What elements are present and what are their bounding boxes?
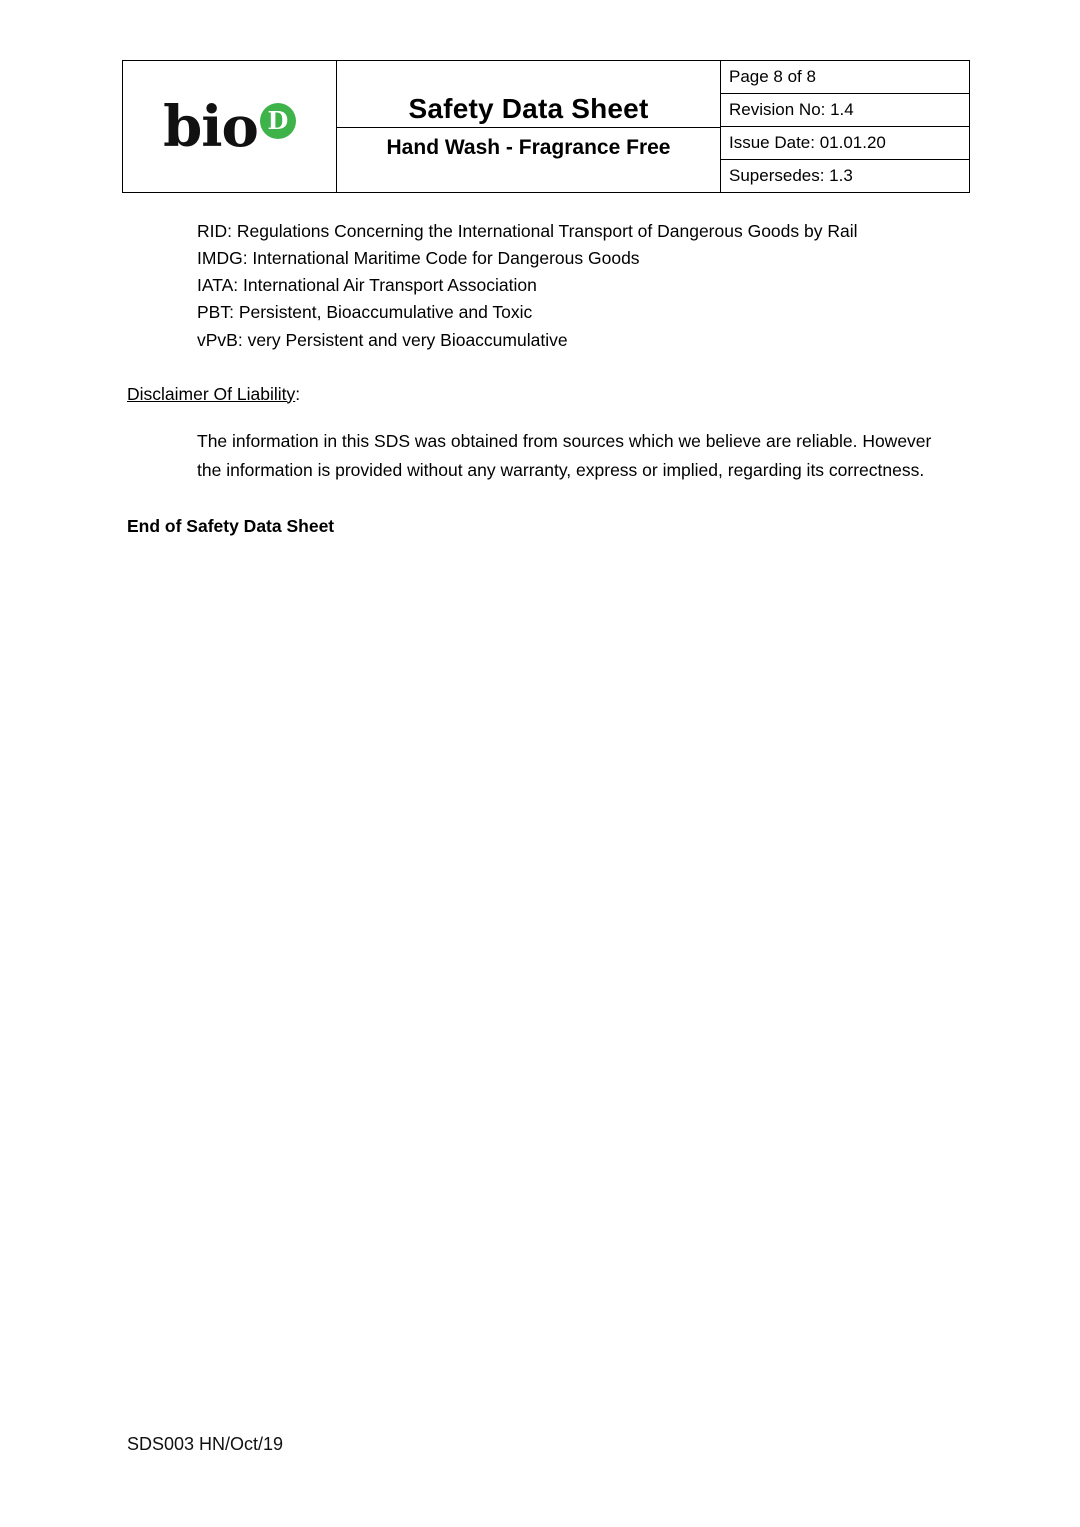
- header-meta-revision: Revision No: 1.4: [721, 94, 970, 127]
- list-item: vPvB: very Persistent and very Bioaccumulative: [197, 329, 568, 350]
- brand-logo: [163, 93, 296, 160]
- disclaimer-heading: [127, 384, 957, 405]
- list-item: RID: Regulations Concerning the International Transport of Dangerous Goods by Rail: [197, 221, 858, 241]
- document-subtitle: Hand Wash - Fragrance Free: [386, 136, 671, 159]
- disclaimer-heading-colon: :: [295, 383, 301, 404]
- list-item: IMDG: International Maritime Code for Dangerous Goods: [197, 248, 640, 269]
- header-meta-page: Page 8 of 8: [721, 61, 970, 94]
- footer-reference: SDS003 HN/Oct/19: [127, 1434, 284, 1454]
- abbreviation-list: [197, 218, 957, 354]
- document-header-table: [122, 60, 970, 193]
- disclaimer-heading-text: Disclaimer Of Liability: [127, 383, 296, 404]
- brand-wordmark: bio: [163, 93, 258, 160]
- disclaimer-paragraph: The information in this SDS was obtained from sources which we believe are reliable. However the information is provided without any warranty, express or implied, regarding its correctness.: [197, 430, 932, 480]
- document-body: [127, 218, 957, 537]
- list-item: IATA: International Air Transport Association: [197, 275, 537, 296]
- header-meta-supersedes: Supersedes: 1.3: [721, 160, 970, 193]
- end-of-sheet-line: End of Safety Data Sheet: [127, 516, 335, 537]
- document-title: Safety Data Sheet: [408, 93, 649, 124]
- brand-logo-cell: [123, 61, 337, 193]
- list-item: PBT: Persistent, Bioaccumulative and Toxic: [197, 302, 533, 323]
- document-title-cell: [337, 61, 721, 193]
- brand-badge-icon: D: [260, 103, 296, 139]
- header-meta-issue-date: Issue Date: 01.01.20: [721, 127, 970, 160]
